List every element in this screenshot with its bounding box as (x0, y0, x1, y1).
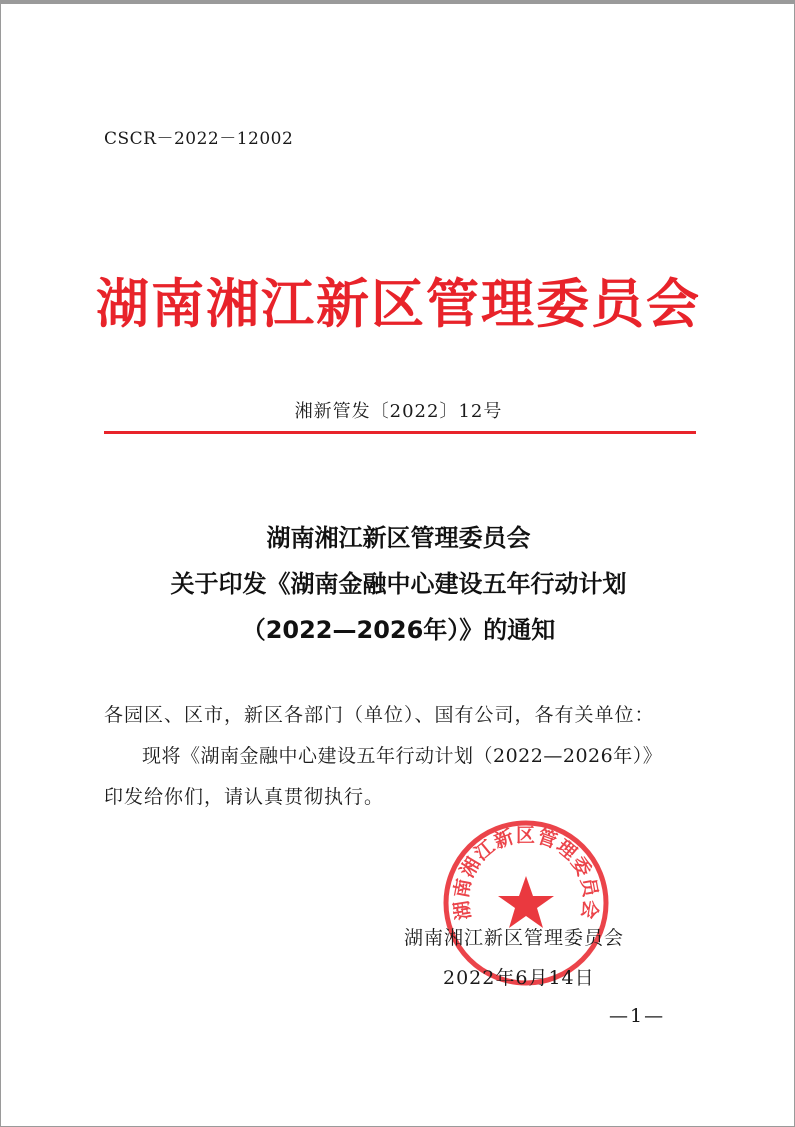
body-paragraph-line: 现将《湖南金融中心建设五年行动计划（2022—2026年）》 (142, 745, 663, 767)
red-divider (104, 431, 696, 434)
seal-text: 湖南湘江新区管理委员会 (450, 824, 602, 922)
page-number: —1— (609, 1005, 666, 1027)
document-code: CSCR－2022－12002 (104, 129, 294, 149)
top-border (1, 0, 795, 4)
issuer-banner: 湖南湘江新区管理委员会 (96, 274, 701, 335)
signer-name: 湖南湘江新区管理委员会 (404, 927, 625, 949)
body-paragraph-line: 印发给你们，请认真贯彻执行。 (104, 786, 385, 808)
title-line: 关于印发《湖南金融中心建设五年行动计划 (170, 570, 627, 598)
signing-date: 2022年6月14日 (443, 967, 595, 989)
salutation: 各园区、区市，新区各部门（单位）、国有公司，各有关单位： (104, 704, 655, 726)
document-title (1, 515, 795, 653)
title-line: （2022—2026年）》的通知 (241, 616, 556, 644)
document-number: 湘新管发〔2022〕12号 (294, 401, 503, 422)
title-line: 湖南湘江新区管理委员会 (266, 524, 531, 552)
